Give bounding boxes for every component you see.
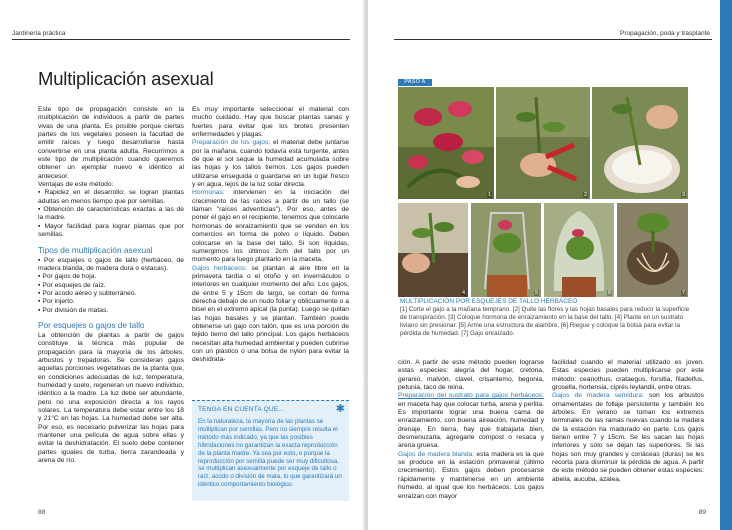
paso-a-paso-badge: PASO A bbox=[398, 79, 432, 86]
prep-text: el material debe juntarse por la mañana, cuando todavía está turgente, antes de que el sol seque la humedad acumulada sobre las hojas y los tallos tiernos. Los gajos pueden utilizarse enseguida o guardarse en un lugar fresco y en agua, lejos de la luz solar directa. bbox=[192, 139, 350, 189]
page-number-left: 88 bbox=[38, 509, 46, 516]
madera-blanda-label: Gajos de madera blanda: bbox=[398, 450, 475, 458]
left-column-2 bbox=[192, 106, 349, 365]
step-photo-1 bbox=[398, 87, 494, 199]
photo-number: 7 bbox=[681, 290, 685, 296]
type-item: ▪ Por gajos de hoja. bbox=[38, 273, 184, 281]
hands-pruning-image bbox=[496, 87, 590, 199]
running-head-right: Propagación, poda y trasplante bbox=[620, 30, 710, 37]
photo-caption bbox=[400, 298, 692, 338]
prep-label: Preparación de los gajos: bbox=[192, 139, 271, 147]
running-head-left: Jardinería práctica bbox=[12, 30, 66, 37]
left-page bbox=[0, 0, 364, 530]
species-paragraph: ción. A partir de este método pueden lograrse estas especies: alegría del hogar, cretona, geranio, malvón, clavel, crisantemo, begonia, petunia, taco de reina. bbox=[398, 359, 544, 392]
sustrato-label: Preparación del sustrato para gajos herbáceos: bbox=[398, 392, 544, 400]
rooted-cutting-image bbox=[617, 203, 688, 297]
photo-number: 4 bbox=[461, 290, 465, 296]
advantage-item: ▪ Obtención de características exactas a las de la madre. bbox=[38, 206, 184, 223]
prep-paragraph bbox=[192, 139, 349, 189]
selection-paragraph: Es muy importante seleccionar el material con mucho cuidado. Hay que buscar plantas sanas y fuertes para evitar que los brotes presenten enfermedades y plagas. bbox=[192, 106, 349, 139]
header-rule-right bbox=[394, 39, 712, 40]
planting-image bbox=[398, 203, 468, 297]
herbaceos-text: se plantan al aire libre en la primavera tardía o el otoño y en invernáculos o interiores en cualquier momento del año. Los gajos, de entre 5 y 15cm de largo, se cortan de forma derecha debajo de un nudo foliar y oblicuamente o a bisel en el extremo apical (la punta). Luego se quitan las hojas basales y se plantan. También puede obtenerse un gajo con talón, que es una porción de tejido tierno del tallo principal. Los gajos herbáceos necesitan alta humedad ambiental y pueden cubrirse con un plástico o una bolsa de nylon para evitar la deshidrata- bbox=[192, 264, 349, 364]
type-item: ▪ Por esquejes o gajos de tallo (herbáceo, de madera blanda, de madera dura o estacas). bbox=[38, 257, 184, 274]
note-text: En la naturaleza, la mayoría de las plantas se multiplican por semillas. Pero no siempre resulta el método más indicado, ya que las posibles hibridaciones no garantizan la exacta reproducción de la planta madre. Ya sea por esto, o porque la reproducción por semilla puede ser muy dificultosa, se multiplican asexualmente por esqueje de tallo o raíz, acodo o división de mata, lo que garantizará un idéntico comportamiento biológico. bbox=[198, 418, 342, 489]
semidura-paragraph bbox=[552, 392, 704, 484]
herbaceos-paragraph bbox=[192, 265, 349, 365]
types-heading: Tipos de multiplicación asexual bbox=[38, 244, 153, 255]
herbaceos-label: Gajos herbáceos: bbox=[192, 264, 248, 272]
step-photo-3 bbox=[592, 87, 688, 199]
madera-blanda-paragraph bbox=[398, 451, 544, 501]
type-item: ▪ Por esquejes de raíz. bbox=[38, 282, 184, 290]
wire-frame-image bbox=[471, 203, 541, 297]
type-item: ▪ Por injerto. bbox=[38, 298, 184, 306]
advantage-item: ▪ Mayor facilidad para lograr plantas que por semillas. bbox=[38, 223, 184, 240]
sustrato-paragraph bbox=[398, 392, 544, 450]
left-column-1 bbox=[38, 106, 184, 465]
photo-number: 5 bbox=[534, 290, 538, 296]
advantage-item: ▪ Rapidez en el desarrollo: se logran plantas adultas en menos tiempo que por semillas. bbox=[38, 189, 184, 206]
caption-heading: MULTIPLICACIÓN POR ESQUEJES DE TALLO HERBÁCEO bbox=[400, 298, 578, 305]
hormonas-paragraph bbox=[192, 189, 349, 264]
photo-number: 3 bbox=[681, 192, 685, 198]
step-by-step-photos bbox=[398, 79, 688, 297]
page-number-right: 89 bbox=[698, 509, 706, 516]
photo-number: 6 bbox=[607, 290, 611, 296]
tenga-en-cuenta-box bbox=[192, 400, 349, 501]
plastic-bag-image bbox=[544, 203, 614, 297]
semidura-label: Gajos de madera semidura: bbox=[552, 392, 644, 400]
sustrato-text: en maceta hay que colocar turba, arena y perlita. Es importante lograr una buena cama de enraizamiento, con buena aireación, humedad y drenaje. En tierra, hay que trabajarla bien, desmenuzarla, agregarle compost o resaca y arena gruesa. bbox=[398, 400, 544, 450]
step-photo-6 bbox=[544, 203, 614, 297]
page-title: Multiplicación asexual bbox=[38, 68, 214, 89]
step-photo-4 bbox=[398, 203, 468, 297]
chapter-edge-tab bbox=[720, 0, 732, 530]
step-photo-7 bbox=[617, 203, 688, 297]
note-heading: TENGA EN CUENTA QUE... bbox=[198, 406, 285, 413]
advantages-label: Ventajas de este método: bbox=[38, 181, 114, 189]
madera-blanda-text: esta madera es la que se produce en la estación primaveral (último crecimiento). Estos gajos deben procesarse rápidamente y mantenerse en un ambiente húmedo, al igual que los herbáceos. Los gajos enraízan con mayor bbox=[398, 450, 544, 500]
step-photo-5 bbox=[471, 203, 541, 297]
hormonas-label: Hormonas: bbox=[192, 189, 225, 197]
plus-icon: ✱ bbox=[335, 403, 345, 415]
caption-text: [1] Corte el gajo a la mañana temprano. [2] Quite las flores y las hojas basales para reducir la superficie de transpiración. [3] Coloque hormona de enraizamiento en la base del tallo. [4] Plante en un sustrato liviano sin presionar. [5] Arme una estructura de alambre. [6] Riegue y coloque la bolsa para evitar la pérdida de humedad. [7] Gajo enraizado. bbox=[400, 305, 690, 337]
hormone-powder-image bbox=[592, 87, 688, 199]
intro-paragraph: Este tipo de propagación consiste en la multiplicación de individuos a partir de partes vivas de una planta. Es posible porque ciertas partes de los vegetales poseen la facultad de emitir raíces y luego desarrollarse hasta convertirse en una planta adulta. Recurrimos a este tipo de multiplicación cuando queremos obtener un ejemplar nuevo e idéntico al antecesor. bbox=[38, 106, 184, 180]
right-page bbox=[368, 0, 732, 530]
step-photo-2 bbox=[496, 87, 590, 199]
hormonas-text: intervienen en la iniciación del crecimiento de las raíces a partir de un tallo (se llaman "raíces adventicias"). Por eso, antes de poner el gajo en el recipiente, tenemos que colocarle hormonas de enraizamiento que se venden en los comercios en forma de polvo o líquido. Deben colocarse en la base del tallo. Si son líquidas, sumergimos los últimos 2cm del tallo por un momento para luego plantarlo en la maceta. bbox=[192, 189, 349, 264]
photo-number: 2 bbox=[583, 192, 587, 198]
flower-cutting-image bbox=[398, 87, 494, 199]
right-column-1 bbox=[398, 359, 544, 501]
esquejes-paragraph: La obtención de plantas a partir de gajos constituye la técnica más popular de propagación para la mayoría de los árboles, arbustos y trepadoras. Se consideran gajos aquellas porciones vegetativas de la planta que, en condiciones adecuadas de luz, temperatura, humedad y suelo, regeneran un nuevo individuo, idéntico a la madre. La luz debe ser abundante, pero no una exposición directa a los rayos solares. La temperatura debe estar entre los 18 y 21°C en las hojas. La humedad debe ser alta. Por eso, es necesario pulverizar las hojas para mantener una película de agua sobre ellas y evitar la deshidratación. El suelo debe contener partes iguales de turba, tierra zarandeada y arena de río. bbox=[38, 331, 184, 465]
semidura-text: son los arbustos ornamentales de follaje persistente y también los árboles. En verano se toman los extremos terminales de las ramas nuevas cuando la madera de la estación ha madurado en parte. Los gajos tienen entre 7 y 15cm. Se les sacan las hojas inferiores y sólo se dejan las superiores. Si las hojas son muy grandes y coriáceas (duras) se les recorta para disminuir la pérdida de agua. A partir de este método se pueden obtener estas especies: abelia, aucuba, azalea, bbox=[552, 392, 704, 483]
esquejes-heading: Por esquejes o gajos de tallo bbox=[38, 319, 145, 330]
photo-number: 1 bbox=[487, 192, 491, 198]
header-rule-left bbox=[12, 39, 350, 40]
species-paragraph-2: facilidad cuando el material utilizado es joven. Estas especies pueden multiplicarse por este método: ceanothus, crataegus, forsitia, filadelfus, grosella, hortensia, ciprés leylandii, entre otras. bbox=[552, 359, 704, 392]
type-item: ▪ Por acodo aéreo y subterráneo. bbox=[38, 290, 184, 298]
type-item: ▪ Por división de matas. bbox=[38, 307, 184, 315]
right-column-2 bbox=[552, 359, 704, 484]
